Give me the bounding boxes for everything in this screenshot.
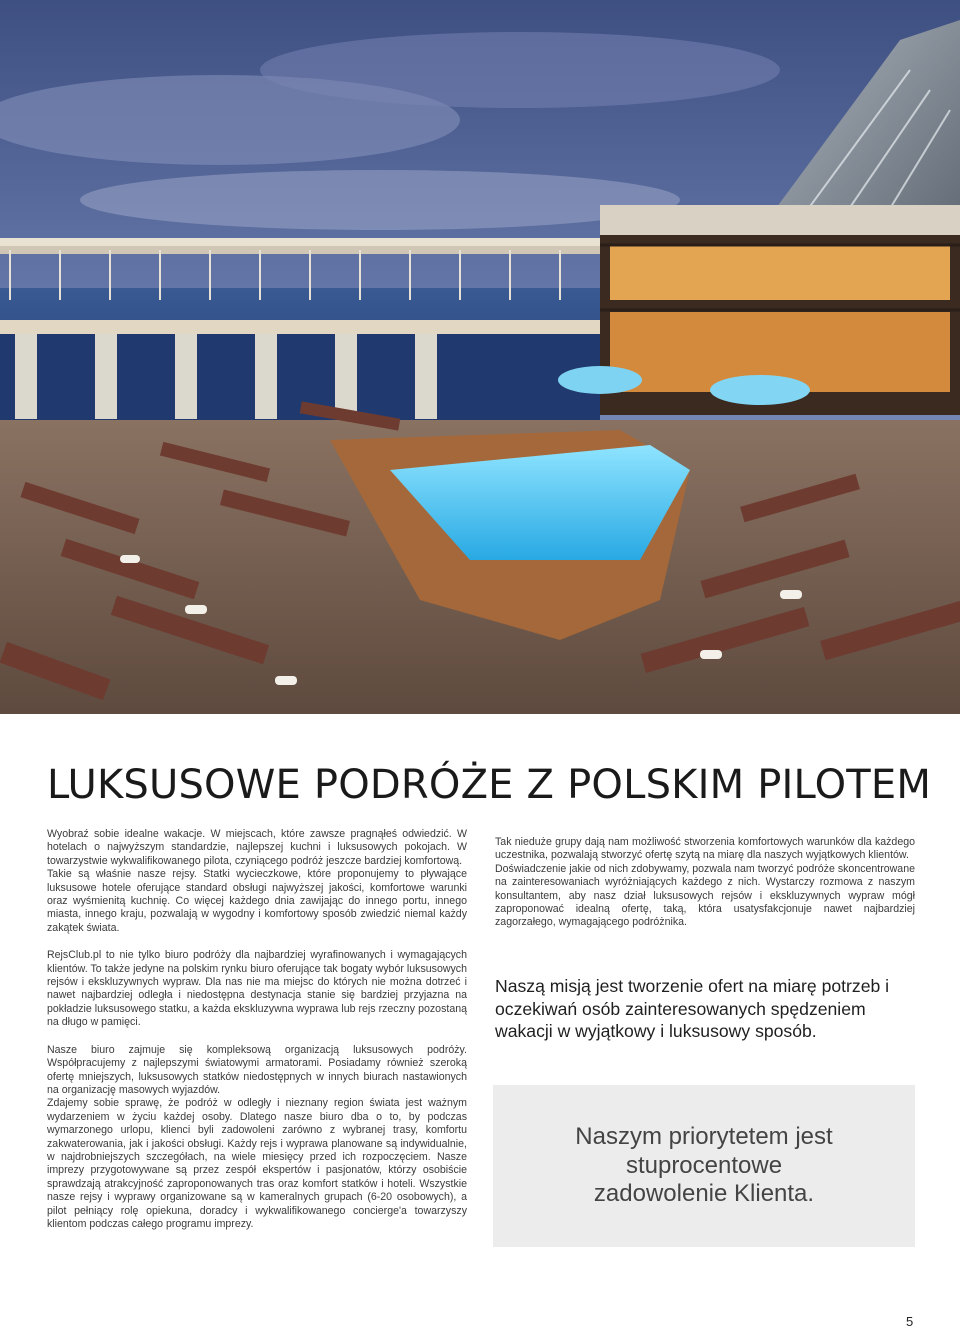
intro-paragraph: Wyobraź sobie idealne wakacje. W miejscach, które zawsze pragnąłeś odwiedzić. W hotelach o najwyższym standardzie, najlepszej kuchni i luksusowych pokojach. W towarzystwie wykwalifikowanego pilota, czyniącego podróż jeszcze bardziej komfortową. [47, 828, 467, 867]
mission-statement: Naszą misją jest tworzenie ofert na miarę potrzeb i oczekiwań osób zainteresowanych spędzeniem wakacji w wyjątkowy i luksusowy sposób. [495, 976, 890, 1041]
right-text-column [495, 836, 915, 930]
left-text-column [47, 828, 467, 1231]
small-groups-paragraph: Tak nieduże grupy dają nam możliwość stworzenia komfortowych warunków dla każdego uczestnika, pozwalają stworzyć ofertę szytą na miarę dla naszych wyjątkowych klientów. [495, 836, 915, 862]
page-number: 5 [906, 1314, 914, 1329]
groups-paragraph: Zdajemy sobie sprawę, że podróż w odległy i nieznany region świata jest ważnym wydarzeniem w życiu każdej osoby. Dlatego nasze biuro dba o to, by podczas wymarzonego urlopu, klienci byli zadowoleni zarówno z wybranej trasy, komfortu zakwaterowania, jak i jakości obsługi. Każdy rejs i wyprawa planowane są indywidualnie, w najdrobniejszych szczegółach, na wiele miesięcy przed ich rozpoczęciem. Nasze imprezy przygotowywane są przez zespół ekspertów i pasjonatów, którzy osobiście sprawdzają atrakcyjność zaproponowanych tras oraz komfort statków i hoteli. Wszystkie nasze rejsy i wyprawy organizowane są w kameralnych grupach (6-20 osobowych), a pilot pełniący rolę opiekuna, doradcy i wykwalifikowanego concierge'a towarzyszy klientom podczas całego programu imprezy. [47, 1097, 467, 1230]
priority-callout-text [493, 1123, 915, 1209]
organization-paragraph: Nasze biuro zajmuje się kompleksową organizacją luksusowych podróży. Współpracujemy z najlepszymi światowymi armatorami. Posiadamy również szeroką ofertę mniejszych, luksusowych statków niedostępnych w innych biurach nastawionych na organizację masowych wyjazdów. [47, 1043, 467, 1096]
priority-line-3: zadowolenie Klienta. [593, 1180, 815, 1207]
page-title: LUKSUSOWE PODRÓŻE Z POLSKIM PILOTEM [47, 762, 932, 808]
priority-line-2: stuprocentowe [625, 1151, 783, 1179]
priority-line-1: Naszym priorytetem jest [575, 1123, 833, 1150]
priority-callout-box [493, 1085, 915, 1247]
experience-paragraph: Doświadczenie jakie od nich zdobywamy, pozwala nam tworzyć podróże skoncentrowane na zainteresowaniach wyróżniających każdego z nich. Wystarczy rozmowa z naszym konsultantem, aby nasz dział luksusowych rejsów i ekskluzywnych wypraw mógł zaproponować idealną ofertę, taką, która usatysfakcjonuje nawet najbardziej zagorzałego, wymagającego podróżnika. [495, 862, 915, 929]
rejsclub-paragraph: RejsClub.pl to nie tylko biuro podróży dla najbardziej wyrafinowanych i wymagających klientów. To także jedyne na polskim rynku biuro oferujące tak bogaty wybór luksusowych rejsów i ekskluzywnych wypraw. Dla nas nie ma miejsc do których nie można dotrzeć i nawet najbardziej odległa i niedostępna destynacja stanie się bardziej przyjazna na pokładzie luksusowego statku, a każda ekskluzywna wyprawa lub rejs rzeczny pozostaną na długo w pamięci. [47, 949, 467, 1029]
cruises-paragraph: Takie są właśnie nasze rejsy. Statki wycieczkowe, które proponujemy to pływające luksusowe hotele oferujące standard obsługi najwyższej jakości, komfortowe warunki oraz wyśmienitą kuchnię. Co więcej każdego dnia zawijając do innego portu, innego miasta, innego kraju, pozwalają w wygodny i komfortowy sposób zwiedzić niemal każdy zakątek świata. [47, 868, 467, 934]
